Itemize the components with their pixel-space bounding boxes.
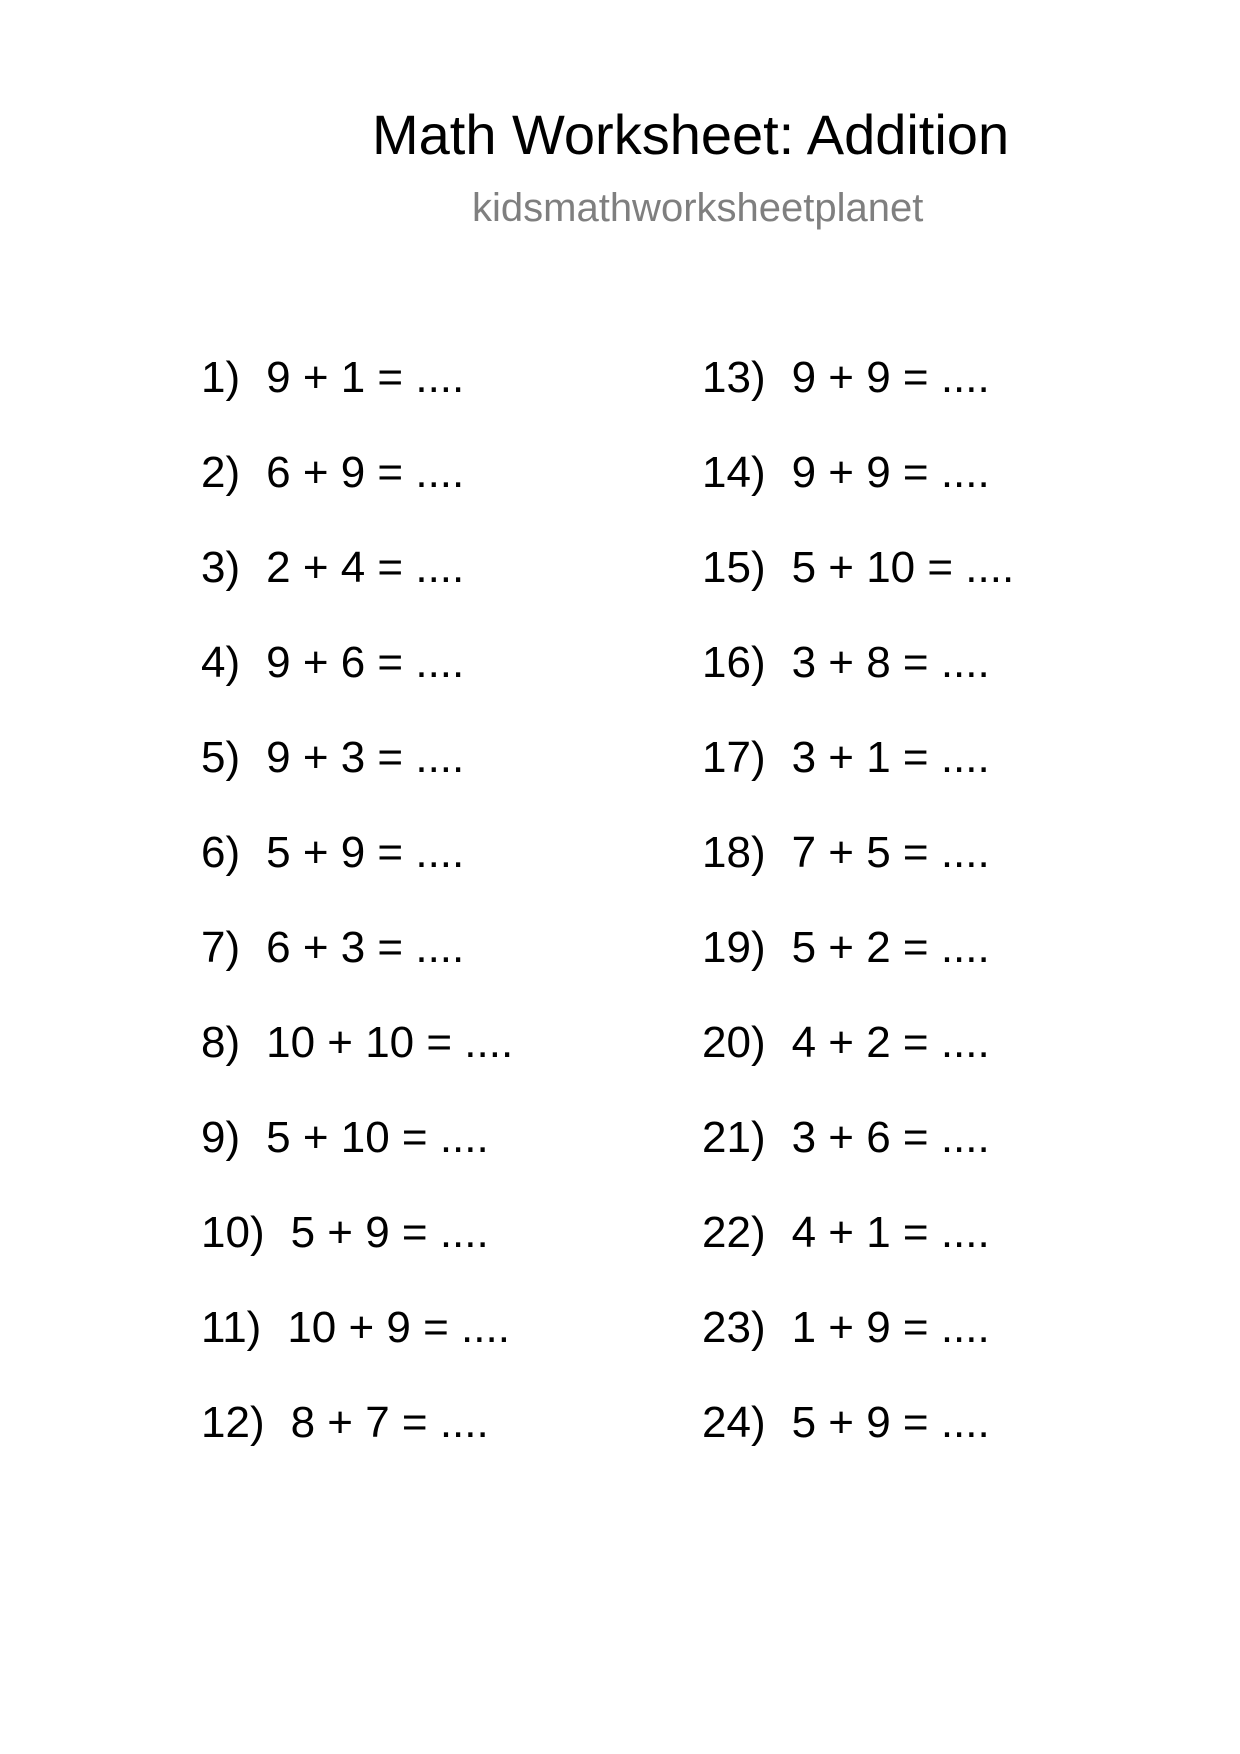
problem-expression: 9 + 3 = ....: [266, 733, 465, 782]
problem-expression: 9 + 9 = ....: [791, 448, 990, 497]
problem-5: [201, 730, 641, 825]
problem-number: 21): [702, 1113, 766, 1162]
problem-21: [702, 1110, 1142, 1205]
problem-number: 4): [201, 638, 241, 687]
problem-expression: 5 + 9 = ....: [290, 1208, 489, 1257]
problem-number: 15): [702, 543, 766, 592]
problem-number: 9): [201, 1113, 241, 1162]
problem-19: [702, 920, 1142, 1015]
site-subtitle: kidsmathworksheetplanet: [472, 186, 924, 230]
problem-22: [702, 1205, 1142, 1300]
problem-expression: 6 + 9 = ....: [266, 448, 465, 497]
problem-14: [702, 445, 1142, 540]
problem-2: [201, 445, 641, 540]
problem-number: 2): [201, 448, 241, 497]
problem-number: 22): [702, 1208, 766, 1257]
problem-number: 23): [702, 1303, 766, 1352]
problem-expression: 9 + 1 = ....: [266, 353, 465, 402]
problem-12: [201, 1395, 641, 1490]
problem-15: [702, 540, 1142, 635]
problem-expression: 4 + 2 = ....: [791, 1018, 990, 1067]
problem-8: [201, 1015, 641, 1110]
problem-16: [702, 635, 1142, 730]
problem-number: 12): [201, 1398, 265, 1447]
problem-expression: 10 + 10 = ....: [266, 1018, 514, 1067]
problem-24: [702, 1395, 1142, 1490]
problem-expression: 1 + 9 = ....: [791, 1303, 990, 1352]
page-title: Math Worksheet: Addition: [372, 103, 1010, 166]
problem-expression: 9 + 9 = ....: [791, 353, 990, 402]
problem-number: 17): [702, 733, 766, 782]
problem-expression: 5 + 9 = ....: [266, 828, 465, 877]
problem-expression: 3 + 1 = ....: [791, 733, 990, 782]
problem-expression: 3 + 6 = ....: [791, 1113, 990, 1162]
problem-9: [201, 1110, 641, 1205]
problem-number: 14): [702, 448, 766, 497]
problem-expression: 9 + 6 = ....: [266, 638, 465, 687]
problem-3: [201, 540, 641, 635]
problem-number: 20): [702, 1018, 766, 1067]
problem-20: [702, 1015, 1142, 1110]
problem-number: 5): [201, 733, 241, 782]
problem-expression: 5 + 2 = ....: [791, 923, 990, 972]
problem-number: 24): [702, 1398, 766, 1447]
problem-number: 8): [201, 1018, 241, 1067]
problem-expression: 5 + 10 = ....: [791, 543, 1015, 592]
problem-4: [201, 635, 641, 730]
problem-number: 1): [201, 353, 241, 402]
problem-number: 19): [702, 923, 766, 972]
problem-11: [201, 1300, 641, 1395]
problem-number: 18): [702, 828, 766, 877]
problem-17: [702, 730, 1142, 825]
problem-18: [702, 825, 1142, 920]
problem-10: [201, 1205, 641, 1300]
problem-expression: 10 + 9 = ....: [287, 1303, 510, 1352]
problem-expression: 6 + 3 = ....: [266, 923, 465, 972]
problem-number: 16): [702, 638, 766, 687]
problem-number: 11): [201, 1303, 262, 1352]
problem-13: [702, 350, 1142, 445]
problem-expression: 2 + 4 = ....: [266, 543, 465, 592]
problem-number: 3): [201, 543, 241, 592]
problem-expression: 8 + 7 = ....: [290, 1398, 489, 1447]
problem-expression: 4 + 1 = ....: [791, 1208, 990, 1257]
problem-6: [201, 825, 641, 920]
problem-number: 7): [201, 923, 241, 972]
problem-column-left: [201, 350, 641, 1490]
problem-column-right: [702, 350, 1142, 1490]
problem-expression: 5 + 9 = ....: [791, 1398, 990, 1447]
problem-number: 6): [201, 828, 241, 877]
problem-expression: 5 + 10 = ....: [266, 1113, 489, 1162]
problem-expression: 7 + 5 = ....: [791, 828, 990, 877]
problem-23: [702, 1300, 1142, 1395]
problem-number: 10): [201, 1208, 265, 1257]
problem-7: [201, 920, 641, 1015]
problem-expression: 3 + 8 = ....: [791, 638, 990, 687]
problem-number: 13): [702, 353, 766, 402]
problem-1: [201, 350, 641, 445]
